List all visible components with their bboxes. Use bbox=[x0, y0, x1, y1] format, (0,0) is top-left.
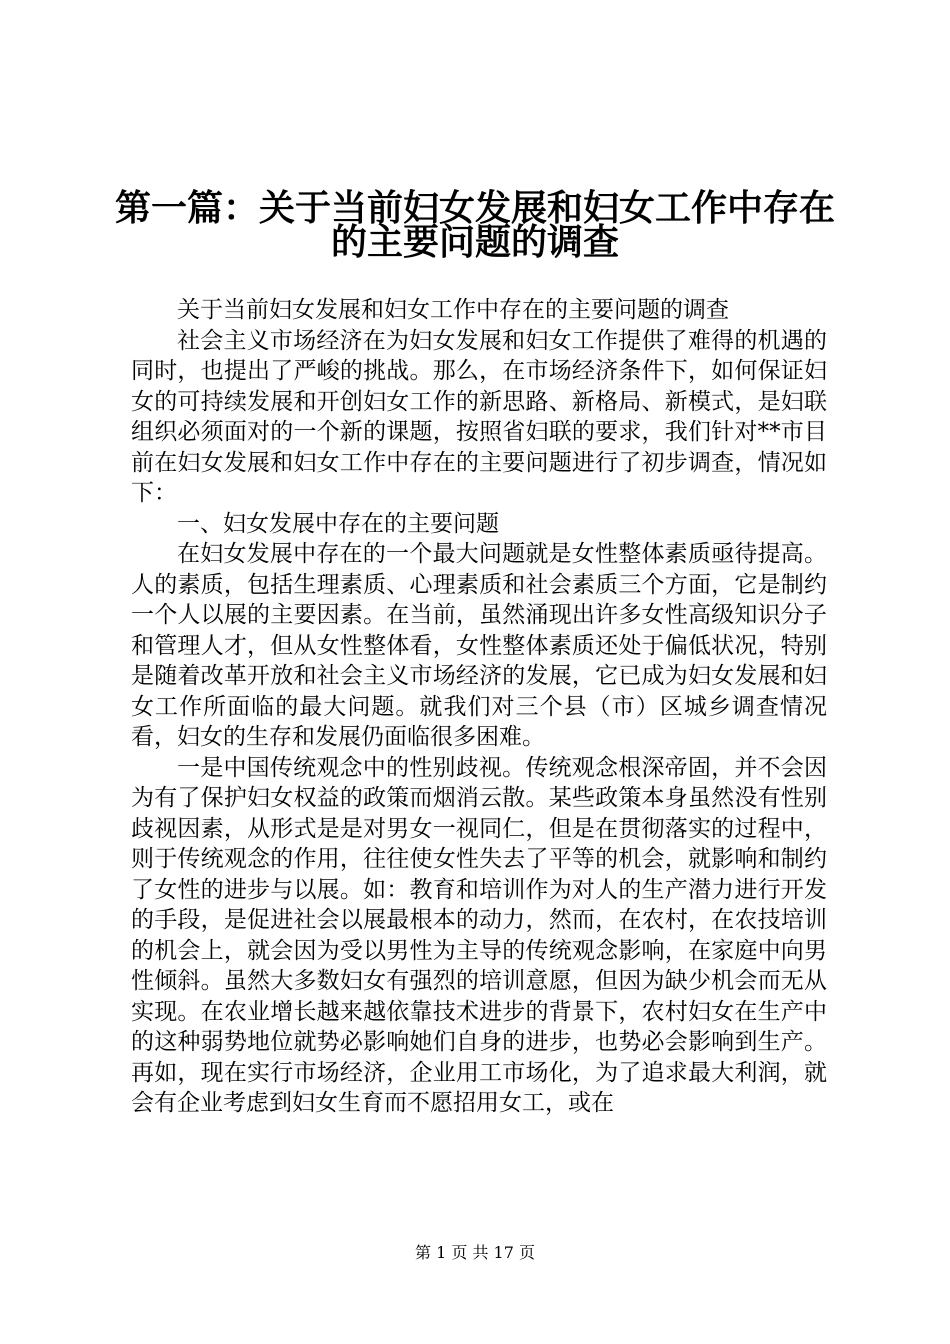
section-heading-1: 一、妇女发展中存在的主要问题 bbox=[177, 510, 499, 537]
page-number-label: 第 1 页 共 17 页 bbox=[415, 1243, 535, 1262]
page-footer bbox=[0, 1243, 950, 1263]
document-title-line-1: 第一篇：关于当前妇女发展和妇女工作中存在 bbox=[114, 187, 835, 229]
paragraph-intro: 社会主义市场经济在为妇女发展和妇女工作提供了难得的机遇的同时，也提出了严峻的挑战。那么，在市场经济条件下，如何保证妇女的可持续发展和开创妇女工作的新思路、新格局、新模式，是妇联组织必须面对的一个新的课题，按照省妇联的要求，我们针对**市目前在妇女发展和妇女工作中存在的主要问题进行了初步调查，情况如下： bbox=[131, 327, 827, 506]
paragraph-main-problem: 在妇女发展中存在的一个最大问题就是女性整体素质亟待提高。人的素质，包括生理素质、心理素质和社会素质三个方面，它是制约一个人以展的主要因素。在当前，虽然涌现出许多女性高级知识分子和管理人才，但从女性整体看，女性整体素质还处于偏低状况，特别是随着改革开放和社会主义市场经济的发展，它已成为妇女发展和妇女工作所面临的最大问题。就我们对三个县（市）区城乡调查情况看，妇女的生存和发展仍面临很多困难。 bbox=[131, 541, 827, 750]
paragraph-subtitle: 关于当前妇女发展和妇女工作中存在的主要问题的调查 bbox=[177, 297, 729, 323]
paragraph-gender-discrimination: 一是中国传统观念中的性别歧视。传统观念根深帝固，并不会因为有了保护妇女权益的政策而烟消云散。某些政策本身虽然没有性别歧视因素，从形式是是对男女一视同仁，但是在贯彻落实的过程中，则于传统观念的作用，往往使女性失去了平等的机会，就影响和制约了女性的进步与以展。如：教育和培训作为对人的生产潜力进行开发的手段，是促进社会以展最根本的动力，然而，在农村，在农技培训的机会上，就会因为受以男性为主导的传统观念影响，在家庭中向男性倾斜。虽然大多数妇女有强烈的培训意愿，但因为缺少机会而无从实现。在农业增长越来越依靠技术进步的背景下，农村妇女在生产中的这种弱势地位就势必影响她们自身的进步，也势必会影响到生产。再如，现在实行市场经济，企业用工市场化，为了追求最大利润，就会有企业考虑到妇女生育而不愿招用女工，或在 bbox=[131, 754, 827, 1116]
document-body bbox=[131, 295, 827, 1119]
document-title-line-2: 的主要问题的调查 bbox=[330, 221, 619, 263]
